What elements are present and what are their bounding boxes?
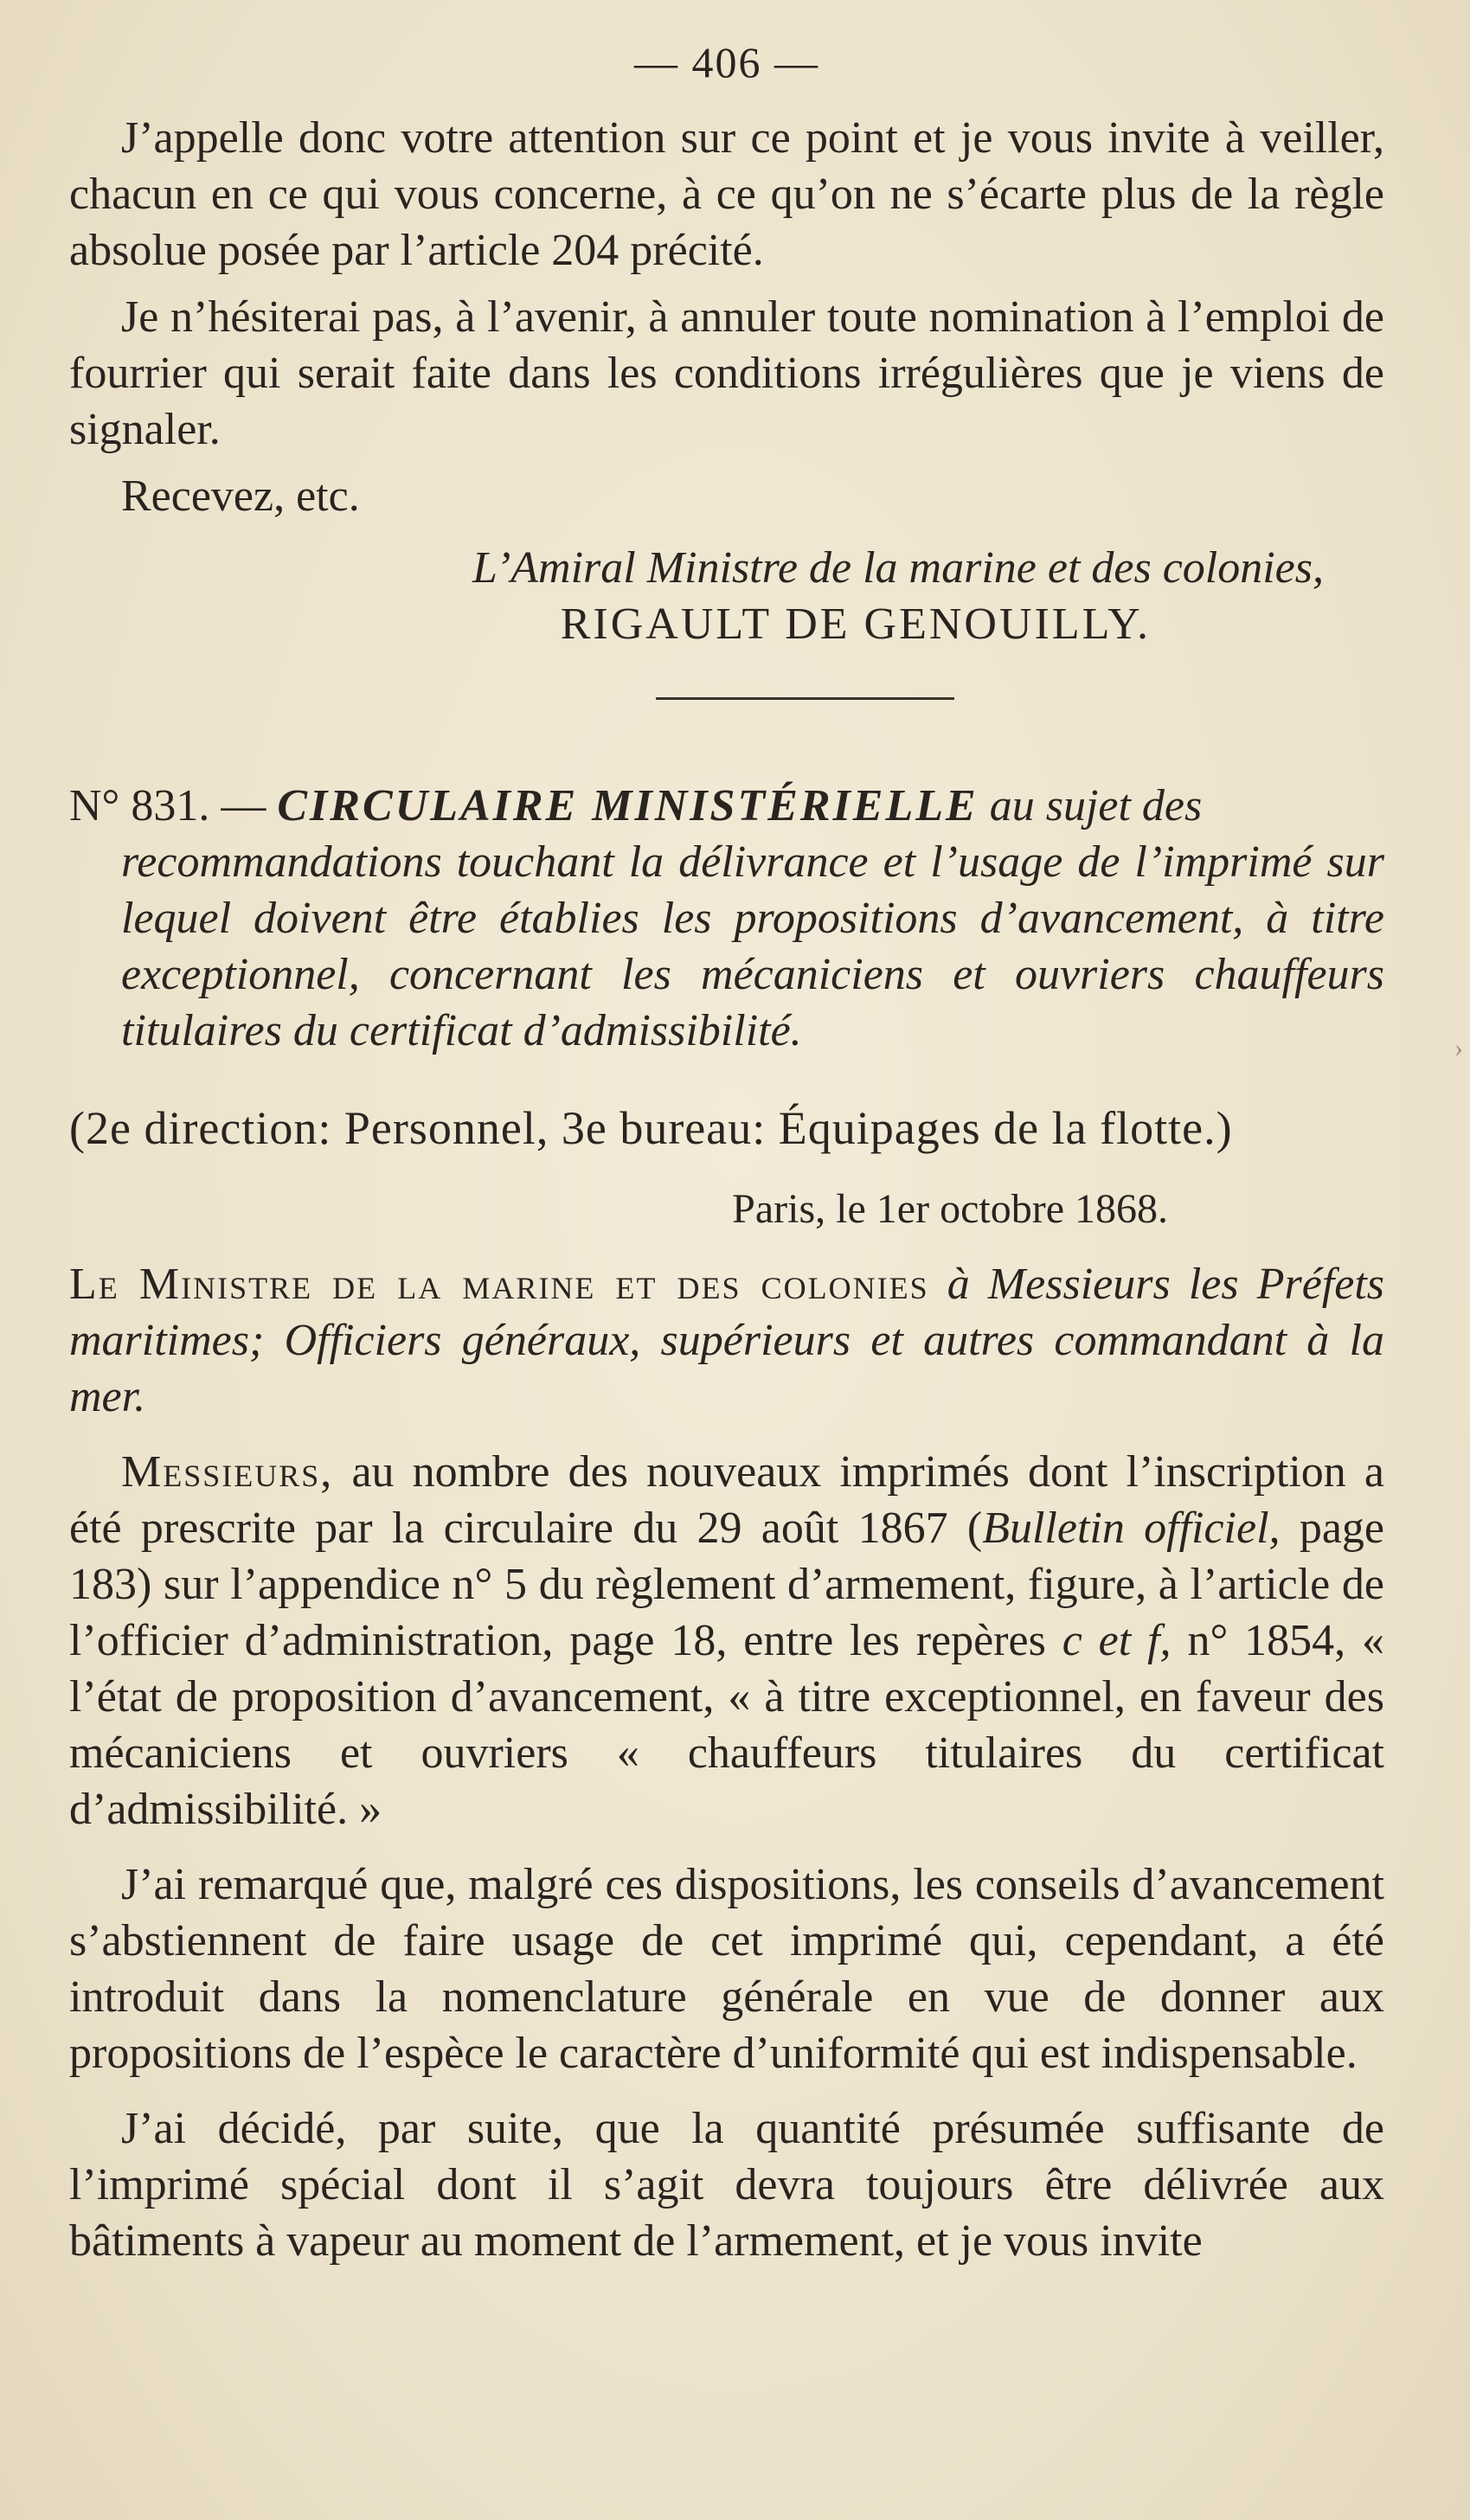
circular-title: CIRCULAIRE MINISTÉRIELLE: [277, 781, 979, 830]
recipients: à Messieurs les Préfets maritimes; Officiers généraux, supérieurs et autres commandant à la mer.: [69, 1260, 1384, 1421]
date-line: Paris, le 1er octobre 1868.: [732, 1186, 1168, 1232]
circular-subject-start: au sujet des: [989, 781, 1203, 830]
circular-heading: [69, 778, 1384, 834]
direction-line: (2e direction: Personnel, 3e bureau: Équipages de la flotte.): [69, 1102, 1233, 1154]
signature-title: L’Amiral Ministre de la marine et des colonies,: [472, 543, 1324, 593]
page-edge-mark: ›: [1454, 1034, 1463, 1062]
circular-subject: recommandations touchant la délivrance et l’usage de l’imprimé sur lequel doivent être établies les propositions d’avancement, à titre exceptionnel, concernant les mécaniciens et ouvriers chauffeurs titulaires du certificat d’admissibilité.: [121, 837, 1384, 1055]
page-content: [69, 35, 1384, 2269]
addressee: [69, 1256, 1384, 1425]
salutation: Messieurs,: [121, 1447, 334, 1497]
paragraph-text: au nombre des nouveaux imprimés dont l’inscription a été prescrite par la circulaire du 29 août 1867 (: [69, 1447, 1384, 1553]
paragraph-text: n° 1854, « l’état de proposition d’avancement, « à titre exceptionnel, en faveur des mécaniciens et ouvriers « chauffeurs titulaires du certificat d’admissibilité. »: [69, 1616, 1385, 1834]
paragraph: J’ai décidé, par suite, que la quantité présumée suffisante de l’imprimé spécial dont il s’agit devra toujours être délivrée aux bâtiments à vapeur au moment de l’armement, et je vous invite: [69, 2104, 1384, 2266]
section-divider: [656, 697, 954, 700]
reference-marks: c et f,: [1062, 1616, 1172, 1665]
paragraph: J’appelle donc votre attention sur ce point et je vous invite à veiller, chacun en ce qui vous concerne, à ce qu’on ne s’écarte plus de la règle absolue posée par l’article 204 précité.: [69, 113, 1384, 275]
closing-formula: Recevez, etc.: [121, 471, 360, 521]
circular-number: N° 831. —: [69, 781, 266, 830]
sender: Le Ministre de la marine et des colonies: [69, 1260, 929, 1309]
paragraph-text: page 183) sur l’appendice n° 5 du règlement d’armement, figure, à l’article de l’officier d’administration, page 18, entre les repères: [69, 1504, 1384, 1665]
paragraph: Je n’hésiterai pas, à l’avenir, à annuler toute nomination à l’emploi de fourrier qui serait faite dans les conditions irrégulières que je viens de signaler.: [69, 292, 1384, 454]
page-number: — 406 —: [634, 38, 819, 87]
bulletin-reference: Bulletin officiel,: [982, 1504, 1281, 1553]
signature-name: RIGAULT DE GENOUILLY.: [560, 600, 1151, 649]
paragraph: [69, 1444, 1384, 1837]
paragraph: J’ai remarqué que, malgré ces dispositions, les conseils d’avancement s’abstiennent de faire usage de cet imprimé qui, cependant, a été introduit dans la nomenclature générale en vue de donner aux propositions de l’espèce le caractère d’uniformité qui est indispensable.: [69, 1860, 1384, 2078]
